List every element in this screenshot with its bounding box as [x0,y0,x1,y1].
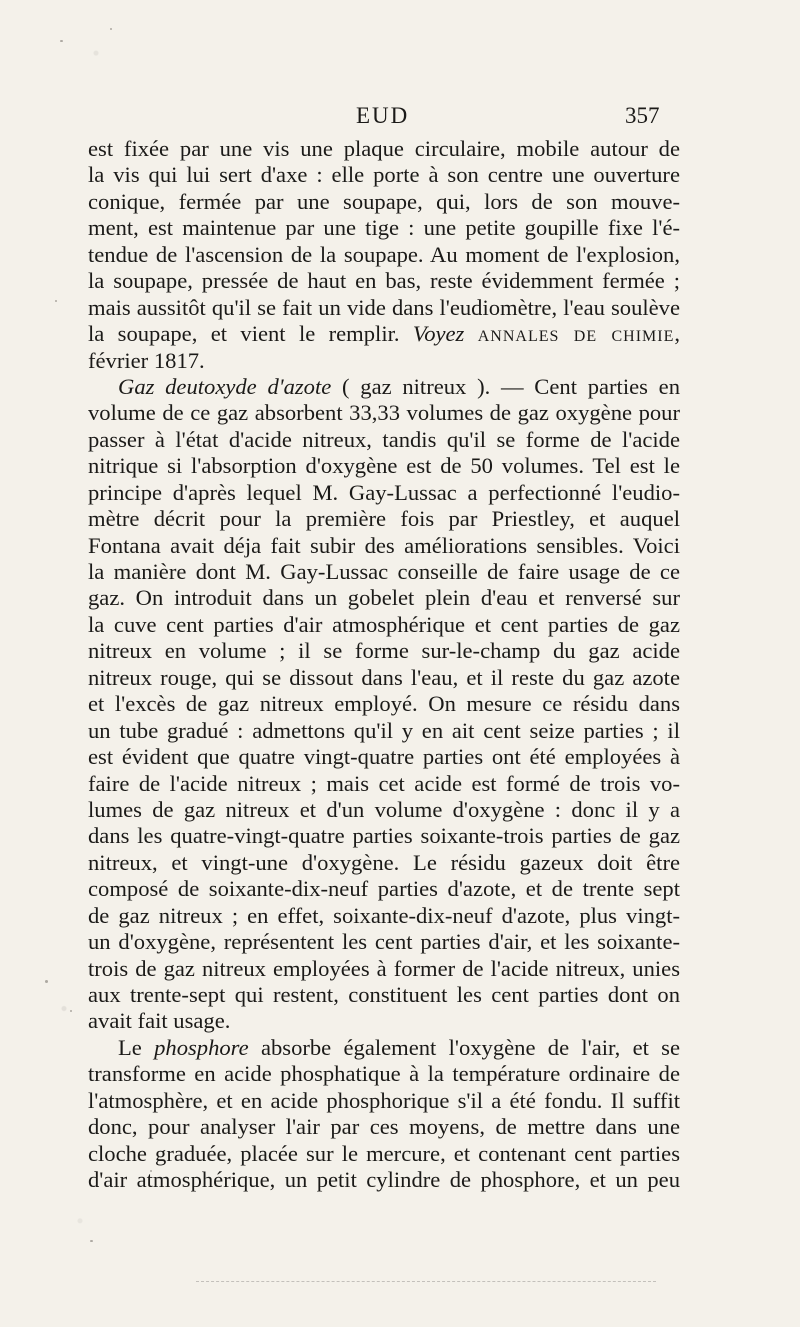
text-fragment: la soupape, et vient le remplir. [88,321,413,347]
text-line: passer à l'état d'acide nitreux, tandis qu'il se forme de l'acide [88,426,680,452]
running-head [0,101,800,131]
text-line: la vis qui lui sert d'axe : elle porte à son centre une ouverture [88,162,680,188]
text-line: Fontana avait déja fait subir des améliorations sensibles. Voici [88,532,680,558]
text-line: nitreux, et vingt-une d'oxygène. Le résidu gazeux doit être [88,849,680,875]
text-line: transforme en acide phosphatique à la température ordinaire de [88,1061,680,1087]
text-line: volume de ce gaz absorbent 33,33 volumes de gaz oxygène pour [88,400,680,426]
text-line: dans les quatre-vingt-quatre parties soixante-trois parties de gaz [88,823,680,849]
text-line: et l'excès de gaz nitreux employé. On mesure ce résidu dans [88,691,680,717]
text-line: principe d'après lequel M. Gay-Lussac a perfectionné l'eudio- [88,479,680,505]
text-line: avait fait usage. [88,1008,231,1034]
text-line: donc, pour analyser l'air par ces moyens, de mettre dans une [88,1114,680,1140]
text-line: l'atmosphère, et en acide phosphorique s'il a été fondu. Il suffit [88,1087,680,1113]
text-fragment: absorbe également l'oxygène de l'air, et se [248,1034,680,1060]
text-line: un tube gradué : admettons qu'il y en ait cent seize parties ; il [88,717,680,743]
text-line: d'air atmosphérique, un petit cylindre de phosphore, et un peu [88,1167,680,1193]
page-number: 357 [625,103,660,128]
text-line: est fixée par une vis une plaque circulaire, mobile autour de [88,136,680,161]
text-line: cloche graduée, placée sur le mercure, et contenant cent parties [88,1140,680,1166]
bottom-rule [196,1281,656,1282]
body-text [88,136,680,1194]
text-line: conique, fermée par une soupape, qui, lors de son mouve- [88,188,680,214]
text-line: est évident que quatre vingt-quatre parties ont été employées à [88,744,680,770]
text-line: la soupape, pressée de haut en bas, reste évidemment fermée ; [88,268,680,294]
text-line: mais aussitôt qu'il se fait un vide dans l'eudiomètre, l'eau soulève [88,294,680,320]
italic-reference: Voyez [412,321,465,347]
text-fragment: Le [118,1034,155,1060]
text-line: ment, est maintenue par une tige : une petite goupille fixe l'é- [88,215,680,241]
text-line: tendue de l'ascension de la soupape. Au moment de l'explosion, [88,241,680,267]
text-line: nitreux rouge, qui se dissout dans l'eau, et il reste du gaz azote [88,664,680,690]
paragraph-heading-line [88,374,680,400]
section-term: phosphore [154,1034,249,1060]
text-line: la cuve cent parties d'air atmosphérique et cent parties de gaz [88,611,680,637]
running-title: EUD [356,103,410,128]
text-line: de gaz nitreux ; en effet, soixante-dix-neuf d'azote, plus vingt- [88,902,680,928]
text-fragment: ( gaz nitreux ). — Cent parties en [331,373,680,399]
text-line: lumes de gaz nitreux et d'un volume d'oxygène : donc il y a [88,796,680,822]
text-line: gaz. On introduit dans un gobelet plein d'eau et renversé sur [88,585,680,611]
text-line: février 1817. [88,347,205,373]
text-line [88,321,680,347]
text-line: trois de gaz nitreux employées à former de l'acide nitreux, unies [88,955,680,981]
text-line: composé de soixante-dix-neuf parties d'azote, et de trente sept [88,876,680,902]
text-line: un d'oxygène, représentent les cent parties d'air, et les soixante- [88,929,680,955]
text-line: la manière dont M. Gay-Lussac conseille de faire usage de ce [88,559,680,584]
text-fragment: , [674,321,680,347]
text-line: mètre décrit pour la première fois par Priestley, et auquel [88,506,680,532]
section-term: Gaz deutoxyde d'azote [118,373,332,399]
journal-citation: annales de chimie [477,321,675,347]
text-line: nitreux en volume ; il se forme sur-le-champ du gaz acide [88,638,680,664]
text-line: faire de l'acide nitreux ; mais cet acide est formé de trois vo- [88,770,680,796]
text-line: aux trente-sept qui restent, constituent les cent parties dont on [88,982,680,1007]
paragraph-heading-line [88,1035,680,1061]
text-line: nitrique si l'absorption d'oxygène est de 50 volumes. Tel est le [88,453,680,479]
